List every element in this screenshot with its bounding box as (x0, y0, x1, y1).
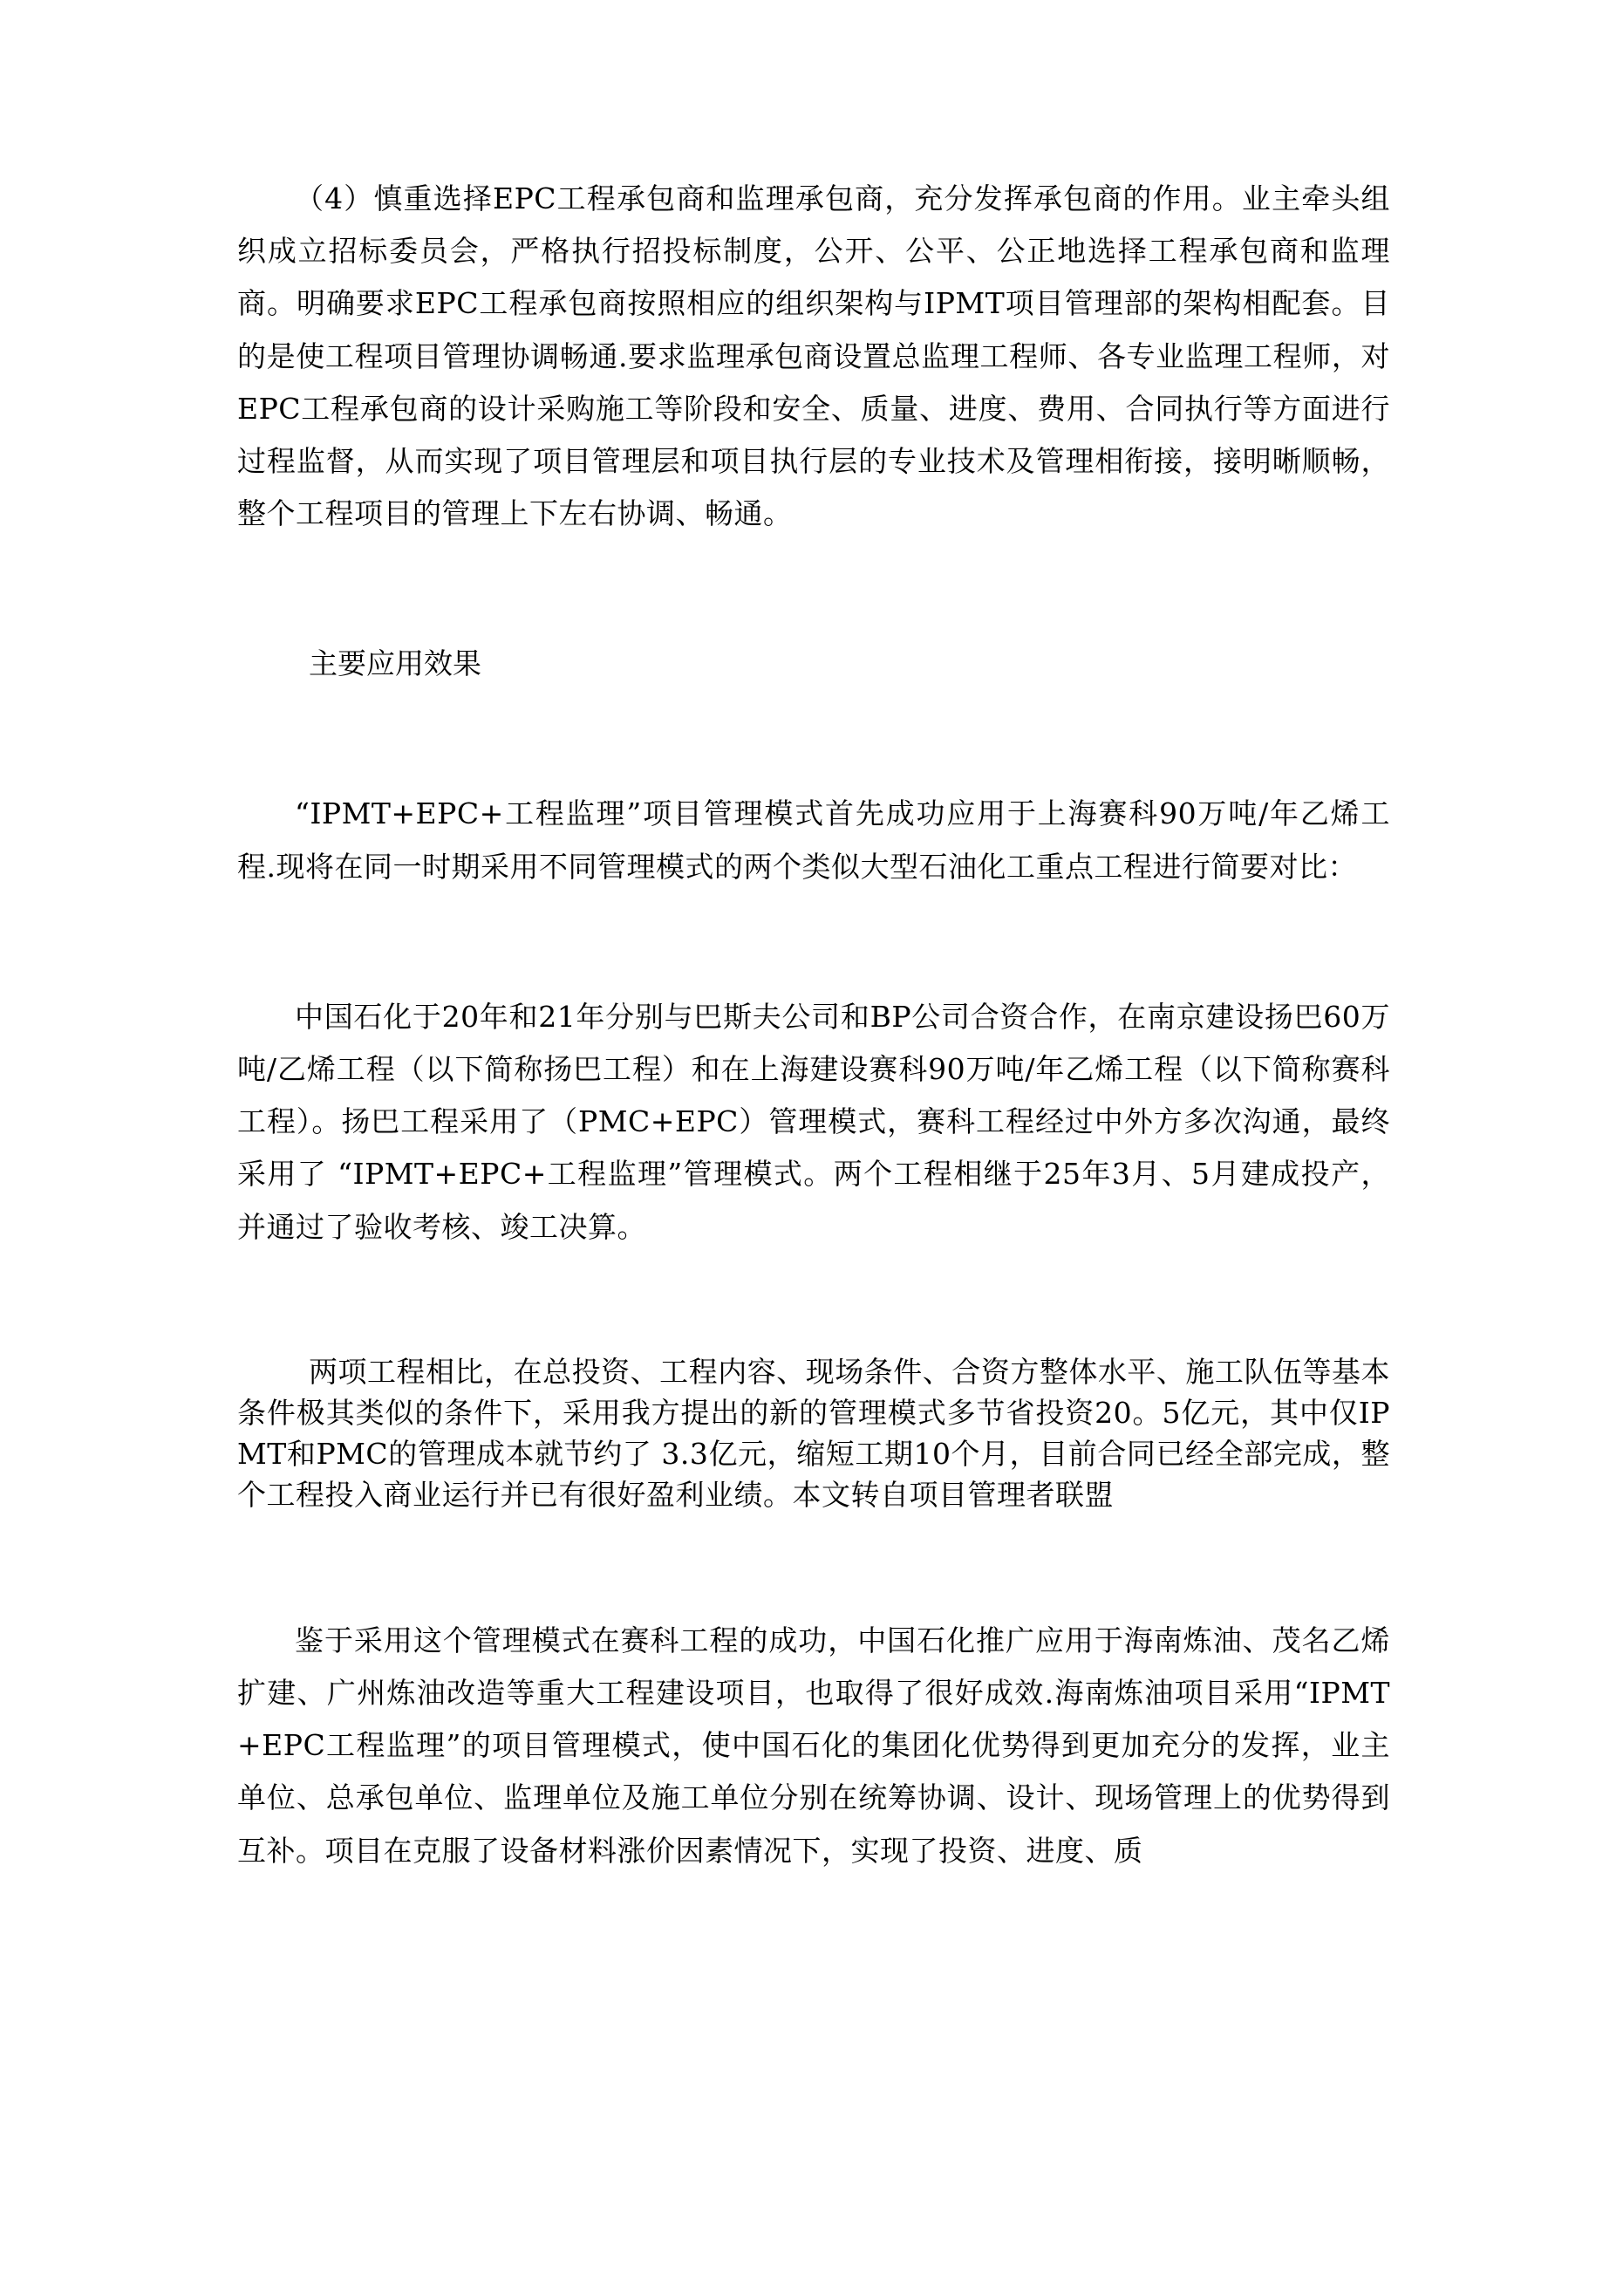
paragraph-results: 两项工程相比，在总投资、工程内容、现场条件、合资方整体水平、施工队伍等基本条件极其类似的条件下，采用我方提出的新的管理模式多节省投资20。5亿元，其中仅IPMT和PMC的管理成本就节约了 3.3亿元，缩短工期10个月，目前合同已经全部完成，整个工程投入商业运行并已有很好盈利业绩。本文转自项目管理者联盟 (237, 1354, 1390, 1512)
paragraph-contractor-selection: （4）慎重选择EPC工程承包商和监理承包商，充分发挥承包商的作用。业主牵头组织成立招标委员会，严格执行招投标制度，公开、公平、公正地选择工程承包商和监理商。明确要求EPC工程承包商按照相应的组织架构与IPMT项目管理部的架构相配套。目的是使工程项目管理协调畅通.要求监理承包商设置总监理工程师、各专业监理工程师，对EPC工程承包商的设计采购施工等阶段和安全、质量、进度、费用、合同执行等方面进行过程监督，从而实现了项目管理层和项目执行层的专业技术及管理相衔接，接明晰顺畅，整个工程项目的管理上下左右协调、畅通。 (237, 181, 1390, 531)
section-heading: 主要应用效果 (309, 646, 481, 681)
document-body (237, 173, 1390, 1877)
paragraph-application-intro: “IPMT+EPC+工程监理”项目管理模式首先成功应用于上海赛科90万吨/年乙烯工程.现将在同一时期采用不同管理模式的两个类似大型石油化工重点工程进行简要对比： (237, 796, 1390, 884)
paragraph-promotion: 鉴于采用这个管理模式在赛科工程的成功，中国石化推广应用于海南炼油、茂名乙烯扩建、广州炼油改造等重大工程建设项目，也取得了很好成效.海南炼油项目采用“IPMT+EPC工程监理”的项目管理模式，使中国石化的集团化优势得到更加充分的发挥，业主单位、总承包单位、监理单位及施工单位分别在统筹协调、设计、现场管理上的优势得到互补。项目在克服了设备材料涨价因素情况下，实现了投资、进度、质 (237, 1623, 1390, 1868)
paragraph-project-comparison: 中国石化于20年和21年分别与巴斯夫公司和BP公司合资合作，在南京建设扬巴60万吨/乙烯工程（以下简称扬巴工程）和在上海建设赛科90万吨/年乙烯工程（以下简称赛科工程）。扬巴工程采用了（PMC+EPC）管理模式，赛科工程经过中外方多次沟通，最终采用了 “IPMT+EPC+工程监理”管理模式。两个工程相继于25年3月、5月建成投产，并通过了验收考核、竣工决算。 (237, 999, 1390, 1244)
